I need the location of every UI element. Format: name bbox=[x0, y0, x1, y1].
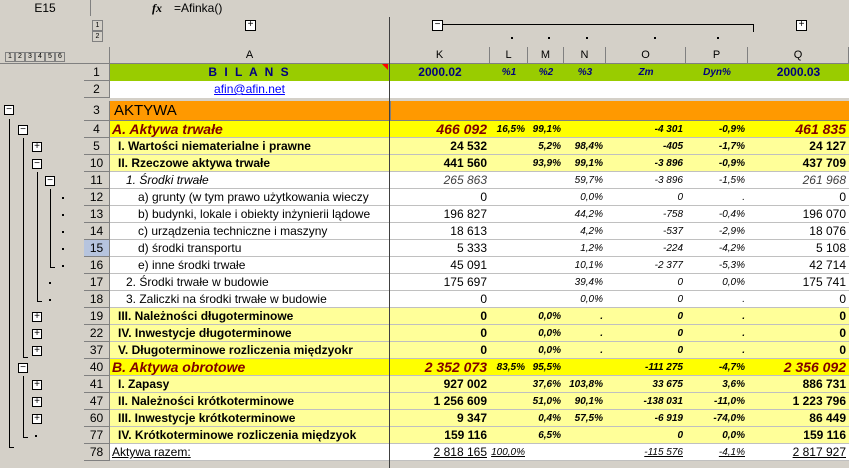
cell-L-47[interactable] bbox=[490, 393, 528, 410]
column-outline-dot bbox=[717, 37, 719, 39]
cell-P-40[interactable]: -4,7% bbox=[686, 359, 748, 376]
cell-M-14[interactable] bbox=[528, 223, 564, 240]
cell-Q-14[interactable]: 18 076 bbox=[748, 223, 849, 240]
cell-L-77[interactable] bbox=[490, 427, 528, 444]
cell-K-14[interactable]: 18 613 bbox=[390, 223, 490, 240]
cell-Q-10[interactable]: 437 709 bbox=[748, 155, 849, 172]
outline-collapse-icon[interactable]: − bbox=[18, 363, 28, 373]
row-label: A. Aktywa trwałe bbox=[110, 121, 390, 138]
cell-N-47[interactable]: 90,1% bbox=[564, 393, 606, 410]
row-label: II. Należności krótkoterminowe bbox=[110, 393, 390, 410]
cell-Q-22[interactable]: 0 bbox=[748, 325, 849, 342]
formula-input[interactable]: =Afinka() bbox=[174, 1, 223, 15]
outline-dot bbox=[49, 299, 51, 301]
row-label: B. Aktywa obrotowe bbox=[110, 359, 390, 376]
cell-M-12[interactable] bbox=[528, 189, 564, 206]
row-label: I. Zapasy bbox=[110, 376, 390, 393]
cell-L-4[interactable]: 16,5% bbox=[490, 121, 528, 138]
cell-Q-40[interactable]: 2 356 092 bbox=[748, 359, 849, 376]
cell-P-17[interactable]: 0,0% bbox=[686, 274, 748, 291]
outline-expand-icon[interactable]: + bbox=[32, 142, 42, 152]
cell-K-15[interactable]: 5 333 bbox=[390, 240, 490, 257]
cell-Q-15[interactable]: 5 108 bbox=[748, 240, 849, 257]
cell-O-19[interactable]: 0 bbox=[606, 308, 686, 325]
header-k: 2000.02 bbox=[390, 64, 490, 81]
outline-dot bbox=[62, 197, 64, 199]
cell-M-5[interactable]: 5,2% bbox=[528, 138, 564, 155]
cell-O-77[interactable]: 0 bbox=[606, 427, 686, 444]
cell-P-15[interactable]: -4,2% bbox=[686, 240, 748, 257]
cell-K-12[interactable]: 0 bbox=[390, 189, 490, 206]
cell-O-18[interactable]: 0 bbox=[606, 291, 686, 308]
cell-K-47[interactable]: 1 256 609 bbox=[390, 393, 490, 410]
outline-level-button-1[interactable]: 1 bbox=[5, 52, 15, 62]
cell-L-13[interactable] bbox=[490, 206, 528, 223]
outline-line bbox=[23, 138, 24, 357]
cell-P-5[interactable]: -1,7% bbox=[686, 138, 748, 155]
outline-expand-icon[interactable]: + bbox=[32, 397, 42, 407]
row-header-13[interactable]: 13 bbox=[84, 206, 110, 223]
column-group-expand-icon[interactable]: + bbox=[796, 20, 807, 31]
row-header-4[interactable]: 4 bbox=[84, 121, 110, 138]
row-header-16[interactable]: 16 bbox=[84, 257, 110, 274]
cell-M-13[interactable] bbox=[528, 206, 564, 223]
header-q: 2000.03 bbox=[748, 64, 849, 81]
cell-O-41[interactable]: 33 675 bbox=[606, 376, 686, 393]
cell-O-37[interactable]: 0 bbox=[606, 342, 686, 359]
cell-M-47[interactable]: 51,0% bbox=[528, 393, 564, 410]
cell-N-14[interactable]: 4,2% bbox=[564, 223, 606, 240]
cell-Q-16[interactable]: 42 714 bbox=[748, 257, 849, 274]
outline-dot bbox=[49, 282, 51, 284]
outline-line bbox=[23, 357, 28, 358]
cell-N-5[interactable]: 98,4% bbox=[564, 138, 606, 155]
cell-O-14[interactable]: -537 bbox=[606, 223, 686, 240]
cell-K-22[interactable]: 0 bbox=[390, 325, 490, 342]
cell-N-12[interactable]: 0,0% bbox=[564, 189, 606, 206]
cell-K-19[interactable]: 0 bbox=[390, 308, 490, 325]
cell-Q-37[interactable]: 0 bbox=[748, 342, 849, 359]
cell-P-11[interactable]: -1,5% bbox=[686, 172, 748, 189]
cell-M-4[interactable]: 99,1% bbox=[528, 121, 564, 138]
row-header-3[interactable]: 3 bbox=[84, 101, 110, 121]
cell-M-19[interactable]: 0,0% bbox=[528, 308, 564, 325]
cell-Q-77[interactable]: 159 116 bbox=[748, 427, 849, 444]
cell-N-13[interactable]: 44,2% bbox=[564, 206, 606, 223]
cell-K-11[interactable]: 265 863 bbox=[390, 172, 490, 189]
cell-O-40[interactable]: -111 275 bbox=[606, 359, 686, 376]
cell-O-16[interactable]: -2 377 bbox=[606, 257, 686, 274]
cell-O-47[interactable]: -138 031 bbox=[606, 393, 686, 410]
column-outline-dot bbox=[548, 37, 550, 39]
outline-expand-icon[interactable]: + bbox=[32, 346, 42, 356]
cell-M-78[interactable] bbox=[528, 444, 564, 461]
cell-K-5[interactable]: 24 532 bbox=[390, 138, 490, 155]
outline-collapse-icon[interactable]: − bbox=[45, 176, 55, 186]
outline-expand-icon[interactable]: + bbox=[32, 312, 42, 322]
cell-O-4[interactable]: -4 301 bbox=[606, 121, 686, 138]
section-aktywa: AKTYWA bbox=[110, 101, 849, 121]
cell-K-37[interactable]: 0 bbox=[390, 342, 490, 359]
outline-line bbox=[23, 376, 24, 437]
cell-M-60[interactable]: 0,4% bbox=[528, 410, 564, 427]
row-label: a) grunty (w tym prawo użytkowania wieczy bbox=[110, 189, 390, 206]
cell-O-5[interactable]: -405 bbox=[606, 138, 686, 155]
outline-level-button-4[interactable]: 4 bbox=[35, 52, 45, 62]
column-outline-dot bbox=[586, 37, 588, 39]
cell-M-37[interactable]: 0,0% bbox=[528, 342, 564, 359]
cell-K-4[interactable]: 466 092 bbox=[390, 121, 490, 138]
cell-Q-60[interactable]: 86 449 bbox=[748, 410, 849, 427]
cell-K-40[interactable]: 2 352 073 bbox=[390, 359, 490, 376]
outline-level-button-6[interactable]: 6 bbox=[55, 52, 65, 62]
row-label: V. Długoterminowe rozliczenia międzyokr bbox=[110, 342, 390, 359]
cell-N-4[interactable] bbox=[564, 121, 606, 138]
column-group-collapse-icon[interactable]: − bbox=[432, 20, 443, 31]
column-header-N[interactable]: N bbox=[564, 47, 606, 64]
cell-P-13[interactable]: -0,4% bbox=[686, 206, 748, 223]
cell-M-18[interactable] bbox=[528, 291, 564, 308]
cell-M-41[interactable]: 37,6% bbox=[528, 376, 564, 393]
row-label: c) urządzenia techniczne i maszyny bbox=[110, 223, 390, 240]
formula-bar bbox=[0, 0, 849, 18]
outline-level-button-2[interactable]: 2 bbox=[15, 52, 25, 62]
email-link[interactable]: afin@afin.net bbox=[110, 81, 390, 98]
cell-P-78[interactable]: -4,1% bbox=[686, 444, 748, 461]
column-level-button-1[interactable]: 1 bbox=[92, 20, 103, 31]
outline-line bbox=[50, 189, 51, 267]
header-m: %2 bbox=[528, 64, 564, 81]
cell-N-37[interactable]: . bbox=[564, 342, 606, 359]
outline-expand-icon[interactable]: + bbox=[32, 329, 42, 339]
outline-level-button-5[interactable]: 5 bbox=[45, 52, 55, 62]
cell-L-5[interactable] bbox=[490, 138, 528, 155]
cell-Q-78[interactable]: 2 817 927 bbox=[748, 444, 849, 461]
cell-Q-4[interactable]: 461 835 bbox=[748, 121, 849, 138]
row-header-47[interactable]: 47 bbox=[84, 393, 110, 410]
row-header-2[interactable]: 2 bbox=[84, 81, 110, 98]
cell-O-60[interactable]: -6 919 bbox=[606, 410, 686, 427]
cell-N-16[interactable]: 10,1% bbox=[564, 257, 606, 274]
outline-line bbox=[37, 301, 42, 302]
cell-Q-47[interactable]: 1 223 796 bbox=[748, 393, 849, 410]
cell-M-11[interactable] bbox=[528, 172, 564, 189]
cell-Q-41[interactable]: 886 731 bbox=[748, 376, 849, 393]
cell-K-41[interactable]: 927 002 bbox=[390, 376, 490, 393]
cell-O-22[interactable]: 0 bbox=[606, 325, 686, 342]
cell-L-16[interactable] bbox=[490, 257, 528, 274]
row-header-17[interactable]: 17 bbox=[84, 274, 110, 291]
cell-L-11[interactable] bbox=[490, 172, 528, 189]
cell-N-22[interactable]: . bbox=[564, 325, 606, 342]
column-header-Q[interactable]: Q bbox=[748, 47, 849, 64]
cell-N-40[interactable] bbox=[564, 359, 606, 376]
cell-L-78[interactable]: 100,0% bbox=[490, 444, 528, 461]
outline-line bbox=[9, 119, 10, 447]
outline-level-button-3[interactable]: 3 bbox=[25, 52, 35, 62]
outline-dot bbox=[62, 231, 64, 233]
cell-L-41[interactable] bbox=[490, 376, 528, 393]
outline-dot bbox=[62, 248, 64, 250]
cell-Q-5[interactable]: 24 127 bbox=[748, 138, 849, 155]
column-group-line bbox=[443, 24, 753, 25]
cell-L-15[interactable] bbox=[490, 240, 528, 257]
cell-M-22[interactable]: 0,0% bbox=[528, 325, 564, 342]
cell-K-60[interactable]: 9 347 bbox=[390, 410, 490, 427]
cell-K-18[interactable]: 0 bbox=[390, 291, 490, 308]
cell-L-60[interactable] bbox=[490, 410, 528, 427]
cell-N-60[interactable]: 57,5% bbox=[564, 410, 606, 427]
row-label: IV. Inwestycje długoterminowe bbox=[110, 325, 390, 342]
row-header-19[interactable]: 19 bbox=[84, 308, 110, 325]
cell-L-40[interactable]: 83,5% bbox=[490, 359, 528, 376]
cell-P-18[interactable]: . bbox=[686, 291, 748, 308]
outline-collapse-icon[interactable]: − bbox=[4, 105, 14, 115]
cell-K-17[interactable]: 175 697 bbox=[390, 274, 490, 291]
cell-O-78[interactable]: -115 576 bbox=[606, 444, 686, 461]
row-header-37[interactable]: 37 bbox=[84, 342, 110, 359]
cell-O-15[interactable]: -224 bbox=[606, 240, 686, 257]
outline-collapse-icon[interactable]: − bbox=[32, 159, 42, 169]
cell-P-41[interactable]: 3,6% bbox=[686, 376, 748, 393]
column-level-button-2[interactable]: 2 bbox=[92, 31, 103, 42]
cell-M-77[interactable]: 6,5% bbox=[528, 427, 564, 444]
cell-N-78[interactable] bbox=[564, 444, 606, 461]
cell-N-18[interactable]: 0,0% bbox=[564, 291, 606, 308]
cell-M-40[interactable]: 95,5% bbox=[528, 359, 564, 376]
column-outline-dot bbox=[511, 37, 513, 39]
row-header-41[interactable]: 41 bbox=[84, 376, 110, 393]
outline-line bbox=[37, 172, 38, 301]
column-outline-bar bbox=[0, 17, 849, 47]
cell-L-12[interactable] bbox=[490, 189, 528, 206]
cell-Q-11[interactable]: 261 968 bbox=[748, 172, 849, 189]
cell-O-17[interactable]: 0 bbox=[606, 274, 686, 291]
cell-K-77[interactable]: 159 116 bbox=[390, 427, 490, 444]
row-header-78[interactable]: 78 bbox=[84, 444, 110, 461]
cell-N-17[interactable]: 39,4% bbox=[564, 274, 606, 291]
header-n: %3 bbox=[564, 64, 606, 81]
header-l: %1 bbox=[490, 64, 528, 81]
cell-N-77[interactable] bbox=[564, 427, 606, 444]
cell-O-10[interactable]: -3 896 bbox=[606, 155, 686, 172]
cell-O-12[interactable]: 0 bbox=[606, 189, 686, 206]
outline-line bbox=[50, 267, 55, 268]
cell-M-16[interactable] bbox=[528, 257, 564, 274]
outline-expand-icon[interactable]: + bbox=[32, 380, 42, 390]
cell-M-15[interactable] bbox=[528, 240, 564, 257]
row-label: II. Rzeczowe aktywa trwałe bbox=[110, 155, 390, 172]
header-o: Zm bbox=[606, 64, 686, 81]
cell-K-16[interactable]: 45 091 bbox=[390, 257, 490, 274]
function-icon[interactable]: fx bbox=[152, 1, 162, 15]
row-label: IV. Krótkoterminowe rozliczenia międzyok bbox=[110, 427, 390, 444]
bilans-title: B I L A N S bbox=[110, 64, 390, 81]
cell-Q-17[interactable]: 175 741 bbox=[748, 274, 849, 291]
cell-K-13[interactable]: 196 827 bbox=[390, 206, 490, 223]
cell-N-19[interactable]: . bbox=[564, 308, 606, 325]
column-outline-dot bbox=[654, 37, 656, 39]
cell-P-22[interactable]: . bbox=[686, 325, 748, 342]
cell-N-10[interactable]: 99,1% bbox=[564, 155, 606, 172]
row-label: Aktywa razem: bbox=[110, 444, 390, 461]
row-label: III. Należności długoterminowe bbox=[110, 308, 390, 325]
cell-N-11[interactable]: 59,7% bbox=[564, 172, 606, 189]
row-header-40[interactable]: 40 bbox=[84, 359, 110, 376]
outline-line bbox=[9, 447, 14, 448]
cell-P-47[interactable]: -11,0% bbox=[686, 393, 748, 410]
outline-dot bbox=[62, 265, 64, 267]
row-header-12[interactable]: 12 bbox=[84, 189, 110, 206]
row-outline-bar bbox=[0, 64, 84, 468]
cell-L-10[interactable] bbox=[490, 155, 528, 172]
comment-indicator bbox=[382, 64, 388, 70]
row-header-18[interactable]: 18 bbox=[84, 291, 110, 308]
cell-Q-12[interactable]: 0 bbox=[748, 189, 849, 206]
outline-dot bbox=[35, 435, 37, 437]
column-header-K[interactable]: K bbox=[390, 47, 490, 64]
column-header-L[interactable]: L bbox=[490, 47, 528, 64]
outline-dot bbox=[62, 214, 64, 216]
cell-P-77[interactable]: 0,0% bbox=[686, 427, 748, 444]
row-header-11[interactable]: 11 bbox=[84, 172, 110, 189]
column-group-line-end bbox=[753, 24, 754, 32]
row-header-15[interactable]: 15 bbox=[84, 240, 110, 257]
cell-P-14[interactable]: -2,9% bbox=[686, 223, 748, 240]
row-header-10[interactable]: 10 bbox=[84, 155, 110, 172]
cell-M-17[interactable] bbox=[528, 274, 564, 291]
row-label: e) inne środki trwałe bbox=[110, 257, 390, 274]
cell-L-17[interactable] bbox=[490, 274, 528, 291]
name-box[interactable]: E15 bbox=[0, 0, 91, 16]
column-group-expand-icon[interactable]: + bbox=[245, 20, 256, 31]
cell-K-78[interactable]: 2 818 165 bbox=[390, 444, 490, 461]
cell-N-41[interactable]: 103,8% bbox=[564, 376, 606, 393]
cell-N-15[interactable]: 1,2% bbox=[564, 240, 606, 257]
row-header-77[interactable]: 77 bbox=[84, 427, 110, 444]
column-header-P[interactable]: P bbox=[686, 47, 748, 64]
header-p: Dyn% bbox=[686, 64, 748, 81]
row-header-22[interactable]: 22 bbox=[84, 325, 110, 342]
column-header-O[interactable]: O bbox=[606, 47, 686, 64]
cell-P-16[interactable]: -5,3% bbox=[686, 257, 748, 274]
column-header-M[interactable]: M bbox=[528, 47, 564, 64]
column-header-A[interactable]: A bbox=[110, 47, 390, 64]
row-header-5[interactable]: 5 bbox=[84, 138, 110, 155]
cell-L-18[interactable] bbox=[490, 291, 528, 308]
cell-L-22[interactable] bbox=[490, 325, 528, 342]
blank-row bbox=[390, 81, 849, 98]
cell-P-60[interactable]: -74,0% bbox=[686, 410, 748, 427]
cell-Q-18[interactable]: 0 bbox=[748, 291, 849, 308]
row-header-60[interactable]: 60 bbox=[84, 410, 110, 427]
row-label: I. Wartości niematerialne i prawne bbox=[110, 138, 390, 155]
row-label: d) środki transportu bbox=[110, 240, 390, 257]
row-header-14[interactable]: 14 bbox=[84, 223, 110, 240]
row-label: 1. Środki trwałe bbox=[110, 172, 390, 189]
cell-L-14[interactable] bbox=[490, 223, 528, 240]
cell-L-37[interactable] bbox=[490, 342, 528, 359]
cell-Q-13[interactable]: 196 070 bbox=[748, 206, 849, 223]
cell-P-10[interactable]: -0,9% bbox=[686, 155, 748, 172]
split-pane-divider[interactable] bbox=[389, 17, 390, 468]
cell-O-11[interactable]: -3 896 bbox=[606, 172, 686, 189]
row-label: 2. Środki trwałe w budowie bbox=[110, 274, 390, 291]
row-label: III. Inwestycje krótkoterminowe bbox=[110, 410, 390, 427]
cell-O-13[interactable]: -758 bbox=[606, 206, 686, 223]
outline-line bbox=[23, 437, 28, 438]
cell-P-4[interactable]: -0,9% bbox=[686, 121, 748, 138]
cell-P-19[interactable]: . bbox=[686, 308, 748, 325]
cell-M-10[interactable]: 93,9% bbox=[528, 155, 564, 172]
cell-P-37[interactable]: . bbox=[686, 342, 748, 359]
outline-collapse-icon[interactable]: − bbox=[18, 125, 28, 135]
row-label: b) budynki, lokale i obiekty inżynierii lądowe bbox=[110, 206, 390, 223]
split-line bbox=[390, 101, 391, 121]
cell-K-10[interactable]: 441 560 bbox=[390, 155, 490, 172]
cell-P-12[interactable]: . bbox=[686, 189, 748, 206]
cell-L-19[interactable] bbox=[490, 308, 528, 325]
outline-expand-icon[interactable]: + bbox=[32, 414, 42, 424]
cell-Q-19[interactable]: 0 bbox=[748, 308, 849, 325]
row-header-1[interactable]: 1 bbox=[84, 64, 110, 81]
row-label: 3. Zaliczki na środki trwałe w budowie bbox=[110, 291, 390, 308]
